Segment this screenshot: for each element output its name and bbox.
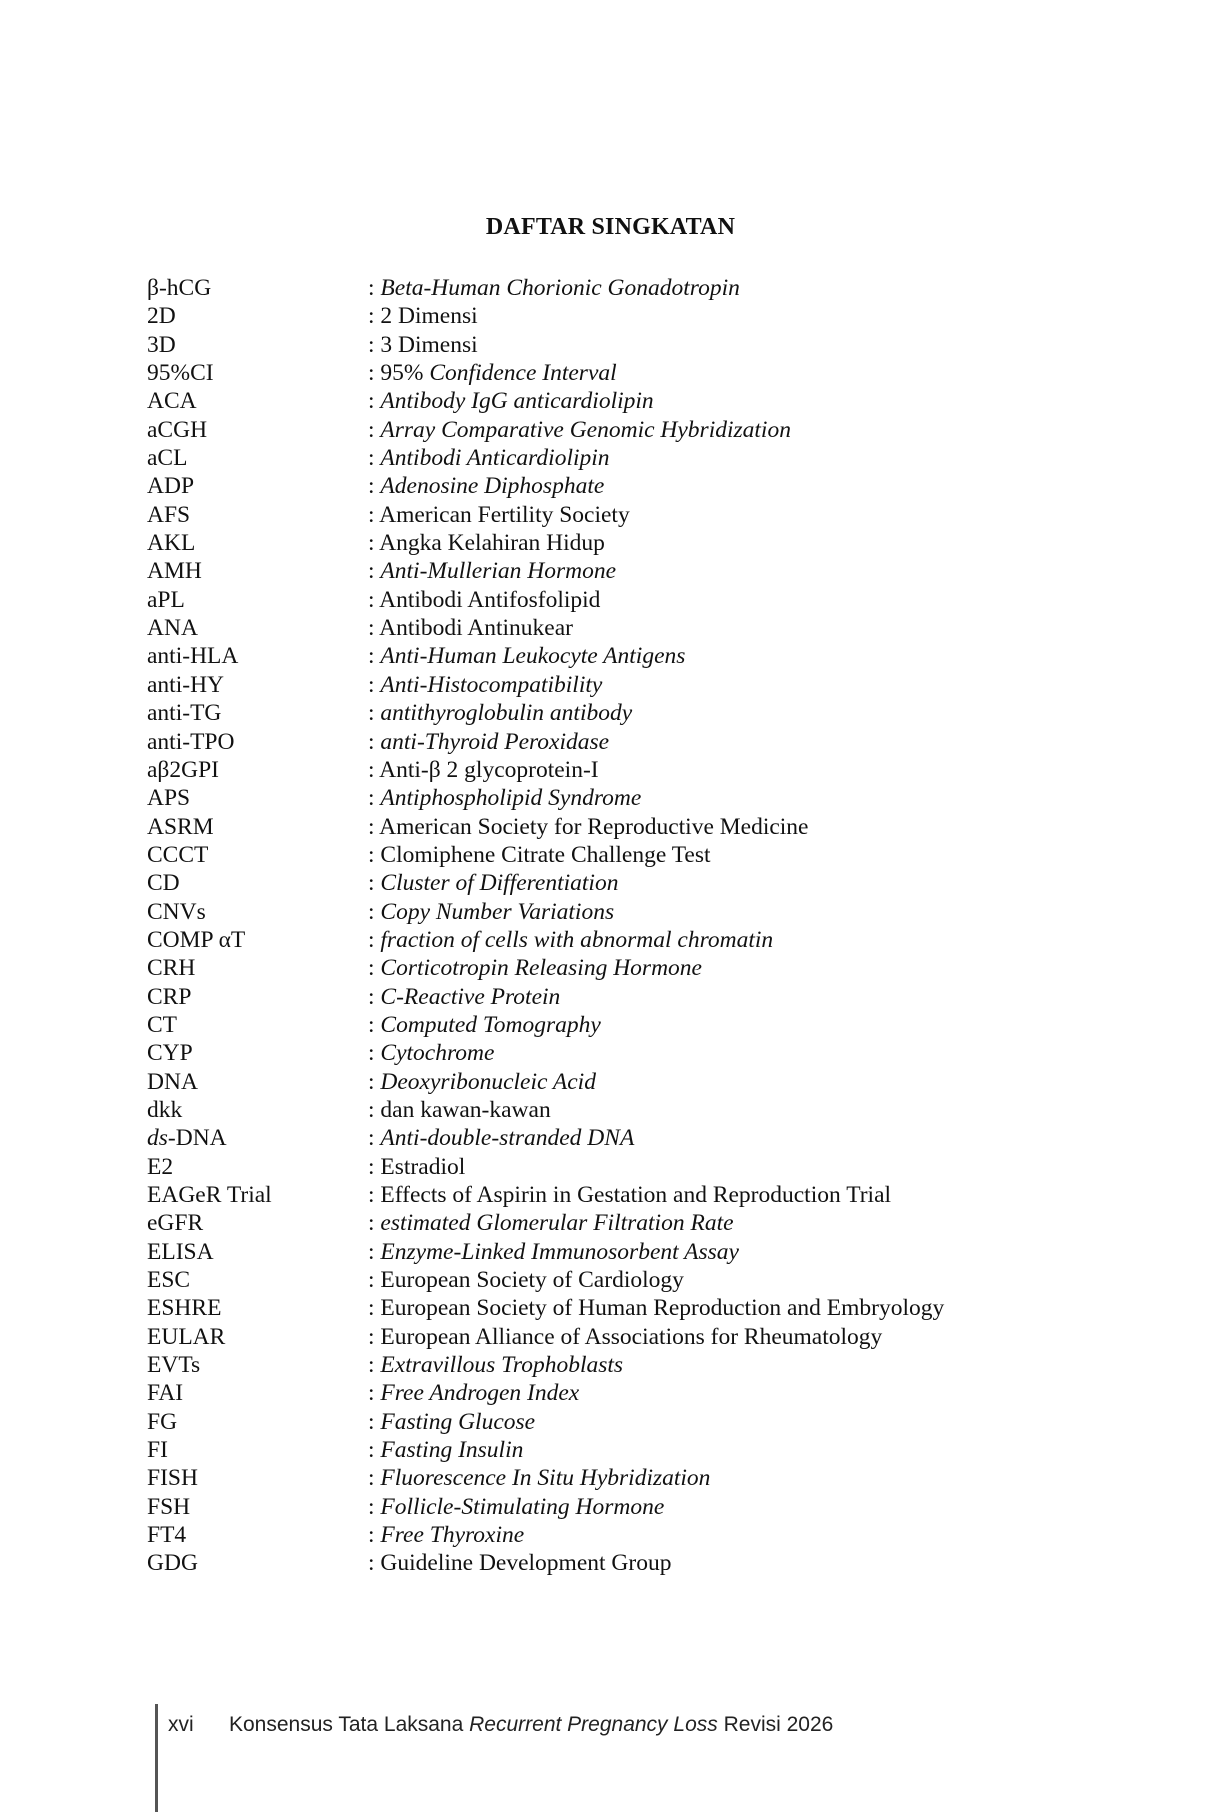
abbreviation-definition	[368, 1379, 579, 1407]
definition-text: 2 Dimensi	[380, 303, 478, 330]
definition-colon: :	[368, 700, 381, 727]
abbreviation-definition	[368, 557, 616, 585]
definition-colon: :	[368, 1380, 381, 1407]
abbreviation-definition	[368, 1181, 891, 1209]
definition-text: Guideline Development Group	[380, 1550, 672, 1577]
abbreviation-row	[147, 614, 1067, 642]
abbreviation-row	[147, 1464, 1067, 1492]
abbreviation-row	[147, 1323, 1067, 1351]
abbreviation-row	[147, 586, 1067, 614]
definition-text: Adenosine Diphosphate	[380, 473, 605, 500]
abbreviation-row	[147, 444, 1067, 472]
abbreviation-row	[147, 1068, 1067, 1096]
abbreviation-row	[147, 869, 1067, 897]
definition-lead: 95%	[380, 360, 430, 387]
definition-colon: :	[368, 360, 381, 387]
definition-colon: :	[368, 1295, 381, 1322]
abbreviation-term: GDG	[147, 1550, 198, 1577]
abbreviation-row	[147, 841, 1067, 869]
footer-title-after: Revisi 2026	[717, 1713, 834, 1736]
definition-colon: :	[368, 586, 380, 613]
abbreviation-term: aCL	[147, 445, 188, 472]
abbreviation-term: 2D	[147, 303, 176, 330]
definition-colon: :	[368, 388, 381, 415]
abbreviation-row	[147, 1294, 1067, 1322]
abbreviation-definition	[368, 1323, 882, 1351]
definition-colon: :	[368, 615, 380, 642]
abbreviation-row	[147, 671, 1067, 699]
abbreviation-row	[147, 1011, 1067, 1039]
abbreviation-definition	[368, 926, 773, 954]
definition-text: European Alliance of Associations for Rheumatology	[380, 1323, 883, 1350]
definition-text: Copy Number Variations	[380, 898, 615, 925]
definition-text: Clomiphene Citrate Challenge Test	[380, 841, 711, 868]
abbreviation-row	[147, 1039, 1067, 1067]
abbreviation-definition	[368, 1209, 734, 1237]
abbreviation-term: eGFR	[147, 1210, 204, 1237]
abbreviation-definition	[368, 331, 478, 359]
definition-colon: :	[368, 1323, 381, 1350]
abbreviation-term: FI	[147, 1437, 168, 1464]
abbreviation-term: FSH	[147, 1493, 191, 1520]
abbreviation-row	[147, 359, 1067, 387]
footer-page-number: xvi	[168, 1713, 194, 1736]
abbreviation-row	[147, 1238, 1067, 1266]
definition-text: Fasting Glucose	[380, 1408, 536, 1435]
abbreviation-definition	[368, 784, 641, 812]
definition-colon: :	[368, 473, 381, 500]
definition-colon: :	[368, 501, 380, 528]
abbreviation-term-italic: ds	[147, 1125, 168, 1152]
abbreviation-row	[147, 983, 1067, 1011]
abbreviation-term: ANA	[147, 615, 198, 642]
definition-colon: :	[368, 1522, 381, 1549]
definition-colon: :	[368, 530, 380, 557]
abbreviation-row	[147, 501, 1067, 529]
abbreviation-definition	[368, 898, 614, 926]
abbreviation-term: ESC	[147, 1267, 191, 1294]
definition-text: Anti-β 2 glycoprotein-I	[379, 756, 599, 783]
abbreviation-row	[147, 1209, 1067, 1237]
abbreviation-term: AMH	[147, 558, 202, 585]
definition-text: Antibodi Antinukear	[379, 615, 573, 642]
abbreviation-definition	[368, 1408, 535, 1436]
abbreviation-row	[147, 1436, 1067, 1464]
definition-text: Cytochrome	[380, 1040, 495, 1067]
definition-colon: :	[368, 870, 381, 897]
abbreviation-term: CT	[147, 1011, 178, 1038]
abbreviation-definition	[368, 1436, 523, 1464]
definition-text: Anti-double-stranded DNA	[380, 1125, 635, 1152]
abbreviation-term: ASRM	[147, 813, 214, 840]
abbreviation-definition	[368, 359, 617, 387]
definition-text: European Society of Human Reproduction and Embryology	[380, 1295, 945, 1322]
definition-colon: :	[368, 1267, 381, 1294]
abbreviation-row	[147, 1266, 1067, 1294]
abbreviation-term: CCCT	[147, 841, 209, 868]
definition-text: Free Thyroxine	[380, 1522, 525, 1549]
abbreviation-definition	[368, 756, 599, 784]
abbreviation-row	[147, 387, 1067, 415]
definition-colon: :	[368, 1210, 381, 1237]
abbreviation-term: AFS	[147, 501, 191, 528]
abbreviation-definition	[368, 1294, 944, 1322]
abbreviation-term: EVTs	[147, 1352, 201, 1379]
definition-text: American Society for Reproductive Medicine	[379, 813, 809, 840]
definition-text: Anti-Human Leukocyte Antigens	[380, 643, 686, 670]
abbreviation-term: CYP	[147, 1040, 193, 1067]
abbreviation-definition	[368, 1039, 494, 1067]
abbreviation-row	[147, 1351, 1067, 1379]
footer-running-title	[229, 1713, 833, 1737]
abbreviation-definition	[368, 529, 605, 557]
definition-colon: :	[368, 1437, 381, 1464]
abbreviation-list	[147, 274, 1067, 1578]
abbreviation-term: FISH	[147, 1465, 198, 1492]
abbreviation-row	[147, 472, 1067, 500]
abbreviation-row	[147, 898, 1067, 926]
definition-colon: :	[368, 785, 381, 812]
abbreviation-definition	[368, 841, 711, 869]
abbreviation-row	[147, 1181, 1067, 1209]
abbreviation-row	[147, 1493, 1067, 1521]
abbreviation-term: DNA	[147, 1068, 198, 1095]
definition-text: Confidence Interval	[429, 360, 617, 387]
definition-colon: :	[368, 331, 381, 358]
abbreviation-row	[147, 557, 1067, 585]
abbreviation-row	[147, 302, 1067, 330]
definition-colon: :	[368, 1465, 381, 1492]
abbreviation-definition	[368, 642, 685, 670]
abbreviation-row	[147, 1408, 1067, 1436]
abbreviation-definition	[368, 1493, 664, 1521]
definition-colon: :	[368, 955, 381, 982]
definition-text: anti-Thyroid Peroxidase	[380, 728, 610, 755]
definition-text: American Fertility Society	[379, 501, 630, 528]
definition-colon: :	[368, 1040, 381, 1067]
definition-text: European Society of Cardiology	[380, 1267, 684, 1294]
definition-colon: :	[368, 728, 381, 755]
definition-text: Angka Kelahiran Hidup	[379, 530, 605, 557]
abbreviation-term: aCGH	[147, 416, 208, 443]
abbreviation-term: anti-HLA	[147, 643, 239, 670]
abbreviation-definition	[368, 813, 809, 841]
definition-text: Antibody IgG anticardiolipin	[380, 388, 654, 415]
definition-colon: :	[368, 1550, 381, 1577]
definition-colon: :	[368, 983, 381, 1010]
abbreviation-term: CRH	[147, 955, 196, 982]
definition-text: Corticotropin Releasing Hormone	[380, 955, 702, 982]
definition-colon: :	[368, 1011, 381, 1038]
abbreviation-term: aβ2GPI	[147, 756, 220, 783]
definition-text: Anti-Histocompatibility	[380, 671, 603, 698]
definition-text: Fasting Insulin	[380, 1437, 524, 1464]
abbreviation-term: CD	[147, 870, 180, 897]
abbreviation-row	[147, 274, 1067, 302]
footer-rule	[155, 1704, 158, 1812]
abbreviation-definition	[368, 472, 604, 500]
abbreviation-term: 3D	[147, 331, 176, 358]
definition-colon: :	[368, 1352, 381, 1379]
definition-colon: :	[368, 445, 381, 472]
abbreviation-definition	[368, 444, 610, 472]
definition-text: C-Reactive Protein	[380, 983, 561, 1010]
definition-text: fraction of cells with abnormal chromatin	[380, 926, 774, 953]
footer-title-before: Konsensus Tata Laksana	[229, 1713, 470, 1736]
abbreviation-definition	[368, 671, 602, 699]
definition-text: Effects of Aspirin in Gestation and Reproduction Trial	[380, 1182, 892, 1208]
abbreviation-row	[147, 1124, 1067, 1152]
abbreviation-term: dkk	[147, 1096, 183, 1123]
abbreviation-row	[147, 813, 1067, 841]
abbreviation-row	[147, 416, 1067, 444]
abbreviation-definition	[368, 728, 609, 756]
abbreviation-term: β-hCG	[147, 275, 212, 301]
abbreviation-definition	[368, 1238, 739, 1266]
abbreviation-term: FAI	[147, 1380, 184, 1407]
footer-title-italic: Recurrent Pregnancy Loss	[469, 1713, 718, 1736]
definition-text: Antibodi Anticardiolipin	[380, 445, 610, 472]
definition-colon: :	[368, 756, 380, 783]
abbreviation-term: anti-TG	[147, 700, 222, 727]
abbreviation-definition	[368, 1068, 596, 1096]
abbreviation-definition	[368, 1266, 684, 1294]
definition-colon: :	[368, 1238, 381, 1265]
definition-text: Follicle-Stimulating Hormone	[380, 1493, 665, 1520]
abbreviation-term: anti-TPO	[147, 728, 235, 755]
definition-colon: :	[368, 416, 381, 443]
definition-text: Deoxyribonucleic Acid	[380, 1068, 596, 1095]
definition-colon: :	[368, 1182, 381, 1208]
abbreviation-term: ADP	[147, 473, 195, 500]
abbreviation-definition	[368, 387, 654, 415]
abbreviation-row	[147, 642, 1067, 670]
definition-text: Cluster of Differentiation	[380, 870, 619, 897]
abbreviation-definition	[368, 1124, 634, 1152]
definition-colon: :	[368, 1125, 381, 1152]
definition-text: Computed Tomography	[380, 1011, 601, 1038]
abbreviation-definition	[368, 416, 791, 444]
abbreviation-row	[147, 1549, 1067, 1577]
definition-colon: :	[368, 1096, 381, 1123]
definition-colon: :	[368, 1068, 381, 1095]
definition-colon: :	[368, 926, 381, 953]
abbreviation-definition	[368, 699, 632, 727]
abbreviation-definition	[368, 954, 702, 982]
abbreviation-term: FT4	[147, 1522, 187, 1549]
abbreviation-term: ACA	[147, 388, 197, 415]
abbreviation-definition	[368, 1096, 551, 1124]
abbreviation-row	[147, 926, 1067, 954]
abbreviation-definition	[368, 274, 740, 302]
definition-text: antithyroglobulin antibody	[380, 700, 633, 727]
definition-colon: :	[368, 813, 380, 840]
abbreviation-term: AKL	[147, 530, 196, 557]
abbreviation-definition	[368, 983, 560, 1011]
abbreviation-term: CRP	[147, 983, 192, 1010]
definition-text: Anti-Mullerian Hormone	[380, 558, 617, 585]
abbreviation-definition	[368, 1464, 710, 1492]
definition-text: estimated Glomerular Filtration Rate	[380, 1210, 734, 1237]
definition-colon: :	[368, 275, 381, 301]
abbreviation-definition	[368, 614, 573, 642]
abbreviation-term: ELISA	[147, 1238, 214, 1265]
abbreviation-row	[147, 331, 1067, 359]
abbreviation-row	[147, 699, 1067, 727]
definition-colon: :	[368, 558, 381, 585]
abbreviation-term-rest: -DNA	[167, 1125, 227, 1152]
abbreviation-row	[147, 529, 1067, 557]
abbreviation-term: APS	[147, 785, 191, 812]
definition-colon: :	[368, 643, 381, 670]
abbreviation-definition	[368, 586, 600, 614]
abbreviation-definition	[368, 1011, 601, 1039]
abbreviation-row	[147, 784, 1067, 812]
definition-colon: :	[368, 841, 381, 868]
abbreviation-term	[147, 1124, 227, 1152]
abbreviation-row	[147, 728, 1067, 756]
abbreviation-term: EULAR	[147, 1323, 226, 1350]
abbreviation-term: EAGeR Trial	[147, 1182, 272, 1208]
abbreviation-term: aPL	[147, 586, 185, 613]
abbreviation-term: CNVs	[147, 898, 206, 925]
definition-text: 3 Dimensi	[380, 331, 478, 358]
definition-colon: :	[368, 898, 381, 925]
definition-text: Beta-Human Chorionic Gonadotropin	[380, 275, 740, 301]
abbreviation-definition	[368, 1521, 524, 1549]
definition-text: Extravillous Trophoblasts	[380, 1352, 624, 1379]
abbreviation-row	[147, 1379, 1067, 1407]
definition-text: Free Androgen Index	[380, 1380, 580, 1407]
definition-colon: :	[368, 1153, 381, 1180]
abbreviation-term: anti-HY	[147, 671, 225, 698]
abbreviation-row	[147, 756, 1067, 784]
abbreviation-row	[147, 1153, 1067, 1181]
abbreviation-term: COMP αT	[147, 926, 246, 953]
page-title: DAFTAR SINGKATAN	[485, 214, 736, 240]
definition-text: Antiphospholipid Syndrome	[380, 785, 642, 812]
abbreviation-definition	[368, 1153, 465, 1181]
abbreviation-row	[147, 1521, 1067, 1549]
definition-text: dan kawan-kawan	[380, 1096, 551, 1123]
definition-colon: :	[368, 1408, 381, 1435]
abbreviation-term: FG	[147, 1408, 178, 1435]
abbreviation-definition	[368, 501, 630, 529]
abbreviation-term: ESHRE	[147, 1295, 222, 1322]
definition-text: Array Comparative Genomic Hybridization	[380, 416, 791, 443]
abbreviation-row	[147, 954, 1067, 982]
definition-text: Antibodi Antifosfolipid	[379, 586, 601, 613]
definition-text: Fluorescence In Situ Hybridization	[380, 1465, 711, 1492]
abbreviation-term: E2	[147, 1153, 174, 1180]
abbreviation-definition	[368, 1351, 623, 1379]
definition-colon: :	[368, 671, 381, 698]
abbreviation-definition	[368, 302, 478, 330]
abbreviation-row	[147, 1096, 1067, 1124]
definition-colon: :	[368, 1493, 381, 1520]
definition-text: Enzyme-Linked Immunosorbent Assay	[380, 1238, 739, 1265]
definition-text: Estradiol	[380, 1153, 466, 1180]
abbreviation-definition	[368, 869, 618, 897]
abbreviation-term: 95%CI	[147, 360, 214, 387]
abbreviation-definition	[368, 1549, 671, 1577]
definition-colon: :	[368, 303, 381, 330]
